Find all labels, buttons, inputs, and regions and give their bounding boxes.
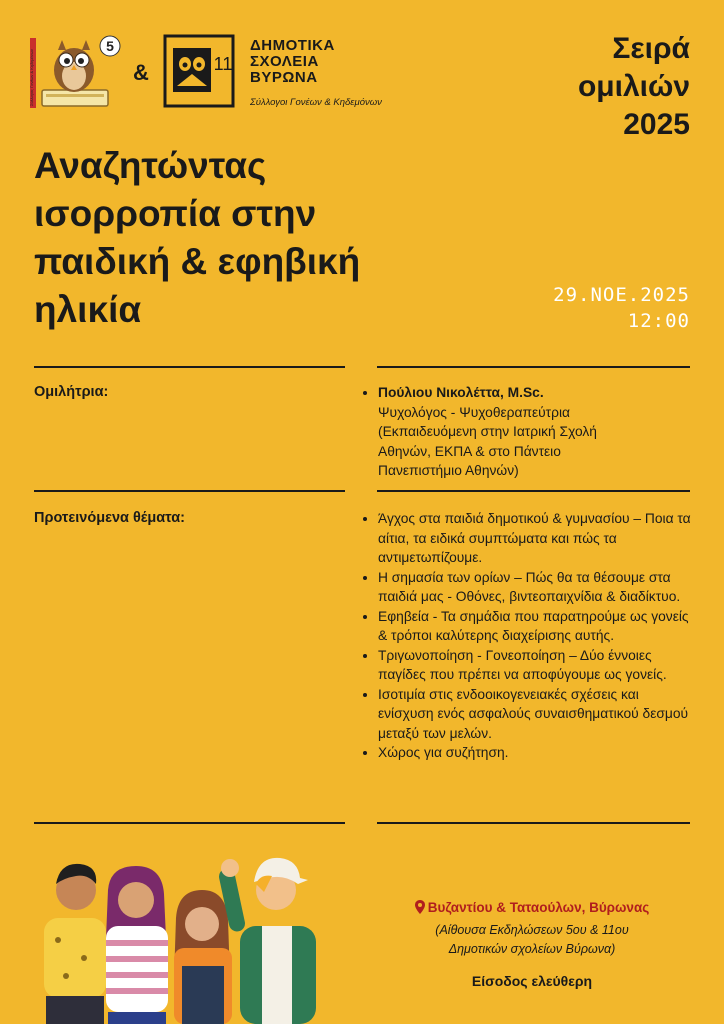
speaker-block xyxy=(360,383,690,481)
topic-item: • Ισοτιμία στις ενδοοικογενειακές σχέσεις και ενίσχυση ενός ασφαλούς συναισθηματικού δεσμού μεταξύ των μελών. xyxy=(378,685,692,744)
speaker-detail: (Εκπαιδευόμενη στην Ιατρική Σχολή xyxy=(378,424,597,439)
school-name-line: ΣΧΟΛΕΙΑ xyxy=(250,53,319,70)
location-hall xyxy=(372,921,692,959)
title-line: παιδική & εφηβική xyxy=(34,241,361,282)
free-entry-note: Είσοδος ελεύθερη xyxy=(471,973,593,989)
owl-logo xyxy=(30,32,128,112)
school-name-line: ΔΗΜΟΤΙΚΑ xyxy=(250,37,335,54)
owl-logo-caption: Σύλλογος Γονέων & Κηδεμόνων xyxy=(29,49,34,106)
topic-item: • Η σημασία των ορίων – Πώς θα τα θέσουμε στα παιδιά μας - Οθόνες, βιντεοπαιχνίδια & διαδίκτυο. xyxy=(378,568,692,607)
topic-item: • Εφηβεία - Τα σημάδια που παρατηρούμε ως γονείς & τρόποι καλύτερης διαχείρισης αυτής. xyxy=(378,607,692,646)
series-line: Σειρά xyxy=(612,32,690,65)
speaker-item xyxy=(378,383,690,481)
school-subtitle: Σύλλογοι Γονέων & Κηδεμόνων xyxy=(250,97,382,108)
person-girl-overalls xyxy=(174,890,232,1024)
event-datetime xyxy=(553,282,690,334)
speaker-detail: Αθηνών, ΕΚΠΑ & στο Πάντειο xyxy=(378,443,561,459)
topics-list xyxy=(360,509,692,763)
divider xyxy=(34,366,345,368)
speaker-list xyxy=(360,383,690,481)
title-line: ηλικία xyxy=(34,289,142,330)
location-hall-line: (Αίθουσα Εκδηλώσεων 5ου & 11ου xyxy=(435,923,629,937)
school-owl-logo xyxy=(163,34,243,108)
school-logo-number: 11 xyxy=(213,54,233,74)
series-title xyxy=(490,30,690,144)
ampersand: & xyxy=(133,60,149,85)
topic-item: • Τριγωνοποίηση - Γονεοποίηση – Δύο έννοιες παγίδες που πρέπει να αποφύγουμε ως γονείς. xyxy=(378,646,692,685)
school-name xyxy=(250,38,335,86)
speaker-name: Πούλιου Νικολέττα, M.Sc. xyxy=(378,385,544,400)
divider xyxy=(34,822,345,824)
location-hall-line: Δημοτικών σχολείων Βύρωνα) xyxy=(448,942,616,956)
person-girl-striped-shirt xyxy=(106,866,168,1024)
person-boy-waving xyxy=(218,858,316,1024)
event-time: 12:00 xyxy=(627,310,690,332)
divider xyxy=(377,490,690,492)
person-boy-yellow-shirt xyxy=(44,864,106,1024)
speaker-label: Ομιλήτρια: xyxy=(34,384,109,400)
topic-item: • Χώρος για συζήτηση. xyxy=(378,743,692,763)
topic-item: • Άγχος στα παιδιά δημοτικού & γυμνασίου – Ποια τα αίτια, τα ειδικά συμπτώματα και πώς τα αντιμετωπίζουμε. xyxy=(378,509,692,568)
topics-block xyxy=(360,509,692,763)
series-line: 2025 xyxy=(623,108,690,141)
school-name-line: ΒΥΡΩΝΑ xyxy=(250,69,318,86)
series-line: ομιλιών xyxy=(577,70,690,103)
event-title xyxy=(34,142,454,334)
speaker-detail: Ψυχολόγος - Ψυχοθεραπεύτρια xyxy=(378,404,571,420)
map-pin-icon xyxy=(415,900,425,914)
event-date: 29.ΝΟΕ.2025 xyxy=(553,284,690,306)
teens-illustration xyxy=(36,848,346,1024)
title-line: ισορροπία στην xyxy=(34,193,317,234)
location-address-row xyxy=(372,900,692,915)
location-address: Βυζαντίου & Ταταούλων, Βύρωνας xyxy=(427,900,650,915)
title-line: Αναζητώντας xyxy=(34,145,267,186)
divider xyxy=(377,822,690,824)
speaker-detail: Πανεπιστήμιο Αθηνών) xyxy=(378,463,519,478)
divider xyxy=(34,490,345,492)
divider xyxy=(377,366,690,368)
owl-logo-badge: 5 xyxy=(106,38,114,54)
location-block xyxy=(372,900,692,989)
topics-label: Προτεινόμενα θέματα: xyxy=(34,510,185,526)
